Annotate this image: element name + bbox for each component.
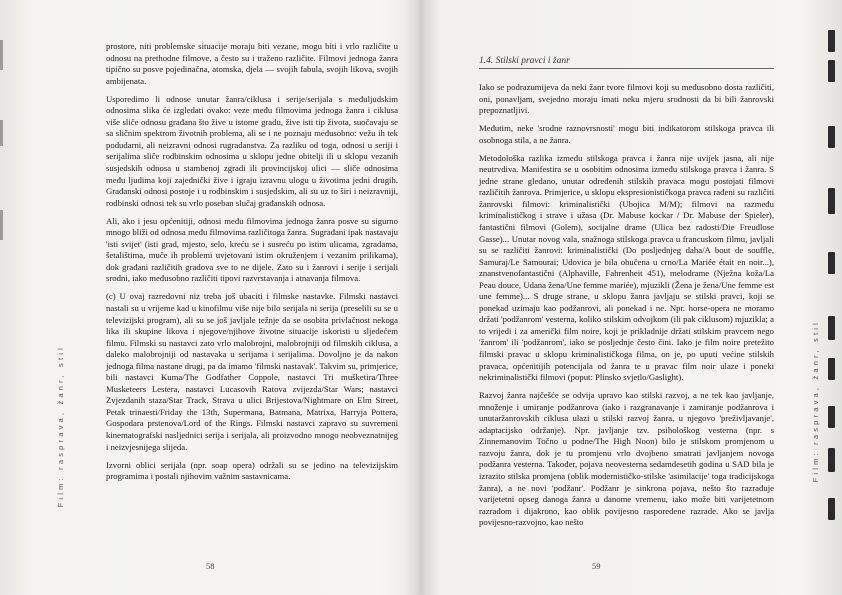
running-head: 1.4. Stilski pravci i žanr <box>479 56 774 69</box>
page-edge-tab <box>828 252 835 274</box>
paragraph: (c) U ovaj razredovni niz treba još ubaciti i filmske nastavke. Filmski nastavci nastali su u vrijeme kad u kinofilmu više nije bilo serijala ni serija (preselili su se u televizijski program), ali su se još javljale težnje da se osobita privlačnost nekoga lika ili skupine likova i njegove/njihove životne situacije iskoristi u sljedećem filmu. Filmski su nastavci zato vrlo malobrojni, malobrojniji od filmskih ciklusa, a daleko malobrojniji od nastavaka u serijama i serijalima. Dovoljno je da nakon jednoga filma nastane drugi, pa da imamo 'filmski nastavak'. Takvim su, primjerice, bili nastavci Kuma/The Godfather Coppole, nastavci Tri mušketira/Three Musketeers Lestera, nastavci Lucasovih Ratova zvijezda/Star Wars; nastavci Zvjezdanih staza/Star Track, Strava u ulici Brijestova/Nightmare on Elm Street, Petak trinaesti/Friday the 13th, Supermana, Batmana, Matrixa, Harryja Pottera, Gospodara prstenova/Lord of the Rings. Filmski nastavci zapravo su suvremeni kinematografski nasljednici serija i serijala, ali proizvodno mnogo neobveznatnijeg i neizvjesnijega slijeda. <box>106 291 398 452</box>
right-body-text <box>479 82 774 535</box>
page-edge-tab <box>828 60 835 82</box>
side-title: Film: rasprava, žanr, stil <box>56 345 65 508</box>
page-edge-tab <box>828 498 835 520</box>
paragraph: Izvorni oblici serijala (npr. soap opera) održali su se jedino na televizijskim programima i postali njihovim važnim sastavnicama. <box>106 459 398 482</box>
right-page <box>421 0 842 595</box>
page-edge-tab <box>828 448 835 472</box>
page-edge-tab <box>828 316 835 340</box>
paragraph: Iako se podrazumijeva da neki žanr tvore filmovi koji su međusobno dosta različiti, oni, ponavljam, svejedno moraju imati neku mjeru srodnosti da bi bili žanrovski prepoznatljivi. <box>479 82 774 116</box>
page-edge-tab <box>828 358 835 380</box>
paragraph: Međutim, neke 'srodne raznovrsnosti' mogu biti indikatorom stilskoga pravca ili osobnoga stila, a ne žanra. <box>479 123 774 145</box>
left-body-text <box>106 41 398 489</box>
paragraph: Razvoj žanra najčešće se odvija upravo kao stilski razvoj, a ne tek kao javljanje, množenje i umiranje podžanrova (iako i razgranavanje i zamiranje podžanrova i unutaržanrovskih ciklusa ulazi u stilski razvoj žanra, u njegovo 'preživljavanje', adaptacijsko održanje). Npr. javljanje tzv. psihološkog vesterna (npr. s Zinnemanovim Točno u podne/The High Noon) bilo je stilskom promjenom u razvoju žanra, dok je tu promjenu vrlo dvojbeno smatrati javljanjem novoga podžanra vesterna. Također, pojava neovesterna sedamdesetih godina u SAD bila je izrazito stilska promjena (oblik modernističko-stilske 'asimilacije' toga tradicijskoga žanra), a ne novi 'podžanr'. Podžanr je sinkrona pojava, nešto što razrađuje varijetetni opseg danoga žanra u danome vremenu, iako može biti varijetetnom razradom i dijakrono, kao oblik povijesno rasporedene razrade. Ako se javlja povijesno-razvojno, kao nešto <box>479 390 774 528</box>
page-edge-tab <box>828 406 835 428</box>
paragraph: Usporedimo li odnose unutar žanra/ciklusa i serije/serijala s međuljudskim odnosima slika će izgledati ovako: veze među filmovima jednoga žanra i ciklusa više sliče odnosu građana što žive u istome gradu, žive isti tip života, suočavaju se sa sličnim spektrom životnih problema, ali se i ne poznaju međusobno: vežu ih tek podudarni, ali neizravni odnosi rugradanstva. Za razliku od toga, odnosi u seriji i serijalima sliče rodbinskim odnosima u sklopu jedne obitelji ili u sklopu vezanih susjedskih odnosa u stambenoj zgradi ili provincijskoj ulici — sliče odnosima među ljudima koji zajednički žive i igraju izravnu ulogu u životima jedni drugih. Građanski odnosi postoje i u rodbinskim i susjedskim, ali su uz to širi i neizravniji, rodbinski odnosi tek su vrlo poseban slučaj građanskih odnosa. <box>106 93 398 208</box>
side-title: Film: rasprava, žanr, stil <box>811 320 820 483</box>
page-edge-tab <box>828 126 835 148</box>
page-number: 58 <box>206 561 215 571</box>
paragraph: prostore, niti problemske situacije moraju biti vezane, mogu biti i vrlo različite u odnosu na prethodne filmove, a često su i traženo različite. Filmovi jednoga žanra tipično su posve pojedinačna, atomska, djela — svojih fabula, svojih likova, svojih ambijenata. <box>106 41 398 86</box>
page-edge-tab <box>828 30 835 52</box>
paragraph: Ali, ako i jesu općenitiji, odnosi među filmovima jednoga žanra posve su sigurno mnogo bliži od odnosa među filmovima različitoga žanra. Sugrađani ipak nastavaju 'isti svijet' (isti grad, mjesto, selo, kreću se i susreću po istim ulicama, zgradama, šetalištima, muče ih problemi uvjetovani istim okruženjem i vezanim prilikama), dok građani različitih gradova sve to ne dijele. Zato su i žanrovi i serije i serijali srodni, iako međusobno različiti tipovi razvrstavanja i atnavanja filmova. <box>106 215 398 284</box>
page-edge-tab <box>828 188 835 214</box>
page-number: 59 <box>592 561 601 571</box>
paragraph: Metodološka razlika između stilskoga pravca i žanra nije uvijek jasna, ali nije neutrvdiva. Manifestira se u osobitim odnosima između stilskoga pravca i žanra. S jedne strane gledano, unutar određenih stilskih pravaca mogu postojati filmovi različitih žanrova. Primjerice, u sklopu ekspresionističkoga pravca rađeni su različiti žanrovski filmovi: kriminalistički (Ubojica M/M); filmovi na razmeđu kriminalističkog i strave i užasa (Dr. Mabuse kockar / Dr. Mabuse der Spieler), fantastični filmovi (Golem), socijalne drame (Ulica bez radosti/Die Freudlose Gasse)... Unutar novog vala, snažnoga stilskoga pravca u francuskom filmu, javljali su se različiti žanrovi: kriminalistički (Do posljednjeg daha/A bout de souffle, Samuraj/Le Samourai; Udovica je bila obučena u crno/La Mariée était en noir...), znanstvenofantastični (Alphaville, Fahrenheit 451), melodrame (Nježna koža/La Peau douce, Udana žena/Une femme mariée), mjuzikli (Žena je žena/Une femme est une femme)... S druge strane, u sklopu žanra javljaju se stilski pravci, koji se ponekad uzimaju kao podžanrovi, ali ponekad i ne. Npr. horse-opera ne moramo držati 'podžanrom' vesterna, koliko stilskim odvojkom (ili pak ciklusom) mjuzikla; a to vrijedi i za američki film noire, koji je prikladnije držati stilskim pravcem nego 'žanrom' ili 'podžanrom', iako se posljednje često čini. Iako je film noire pretežito filmski pravac u sklopu kriminalističkoga filma, on je, po uputi većine stilskih pravaca, općenitijih potencijala od žanra te u pravac film noir ulaze i poneki nekriminalistički filmovi (poput: Plinsko svjetlo/Gaslight). <box>479 152 774 383</box>
right-page-edge-tabs <box>828 30 838 570</box>
